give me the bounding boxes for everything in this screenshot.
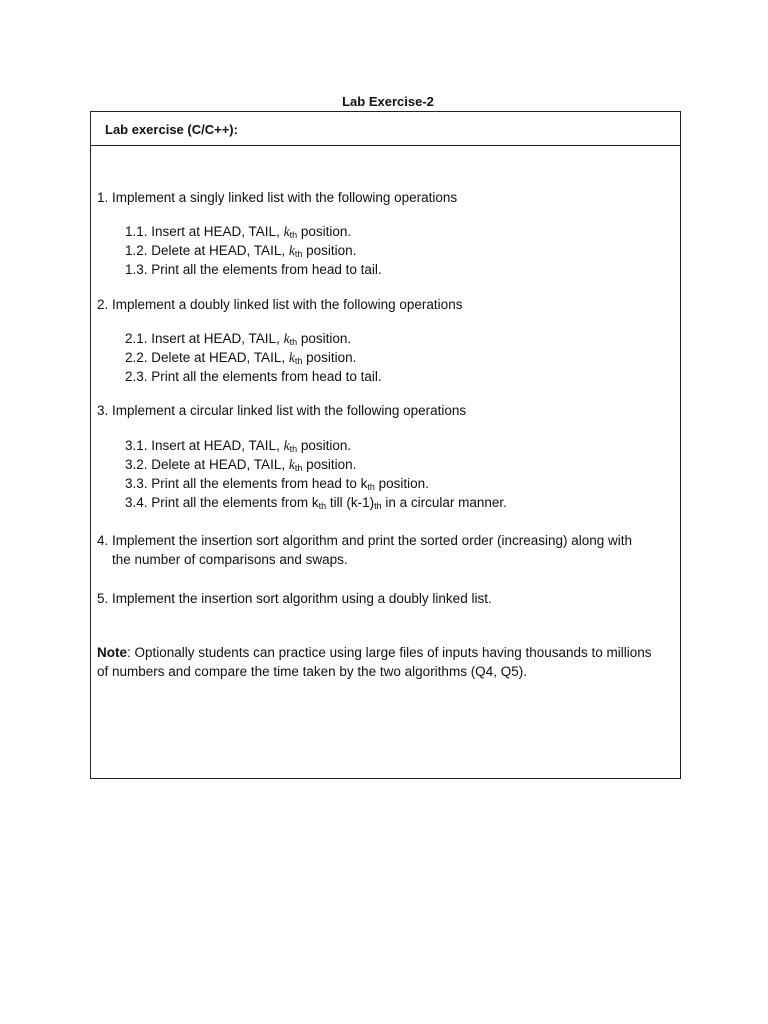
question-4-line-1: 4. Implement the insertion sort algorithm and print the sorted order (increasing) along with: [97, 533, 633, 548]
exercise-box: [90, 111, 681, 779]
subitem-3-1: 3.1. Insert at HEAD, TAIL, kth position.: [125, 438, 352, 454]
question-2: 2. Implement a doubly linked list with the following operations: [97, 297, 463, 312]
subitem-2-2: 2.2. Delete at HEAD, TAIL, kth position.: [125, 350, 357, 366]
question-3: 3. Implement a circular linked list with the following operations: [97, 403, 467, 418]
subitem-3-2: 3.2. Delete at HEAD, TAIL, kth position.: [125, 457, 357, 473]
subitem-3-3: 3.3. Print all the elements from head to kth position.: [125, 476, 429, 492]
subitem-3-4: 3.4. Print all the elements from kth till (k-1)th in a circular manner.: [125, 495, 507, 511]
question-5: 5. Implement the insertion sort algorithm using a doubly linked list.: [97, 591, 492, 606]
page-title: Lab Exercise-2: [342, 94, 434, 109]
subitem-2-1: 2.1. Insert at HEAD, TAIL, kth position.: [125, 331, 352, 347]
subitem-1-3: 1.3. Print all the elements from head to tail.: [125, 262, 382, 277]
box-header: Lab exercise (C/C++):: [91, 112, 680, 146]
question-1: 1. Implement a singly linked list with the following operations: [97, 190, 458, 205]
subitem-1-2: 1.2. Delete at HEAD, TAIL, kth position.: [125, 243, 357, 259]
subitem-1-1: 1.1. Insert at HEAD, TAIL, kth position.: [125, 224, 352, 240]
note-line-2: of numbers and compare the time taken by the two algorithms (Q4, Q5).: [97, 664, 527, 679]
subitem-2-3: 2.3. Print all the elements from head to tail.: [125, 369, 382, 384]
note-line-1: Note: Optionally students can practice using large files of inputs having thousands to millions: [97, 645, 652, 660]
note-label: Note: [97, 645, 127, 660]
question-4-line-2: the number of comparisons and swaps.: [112, 552, 348, 567]
